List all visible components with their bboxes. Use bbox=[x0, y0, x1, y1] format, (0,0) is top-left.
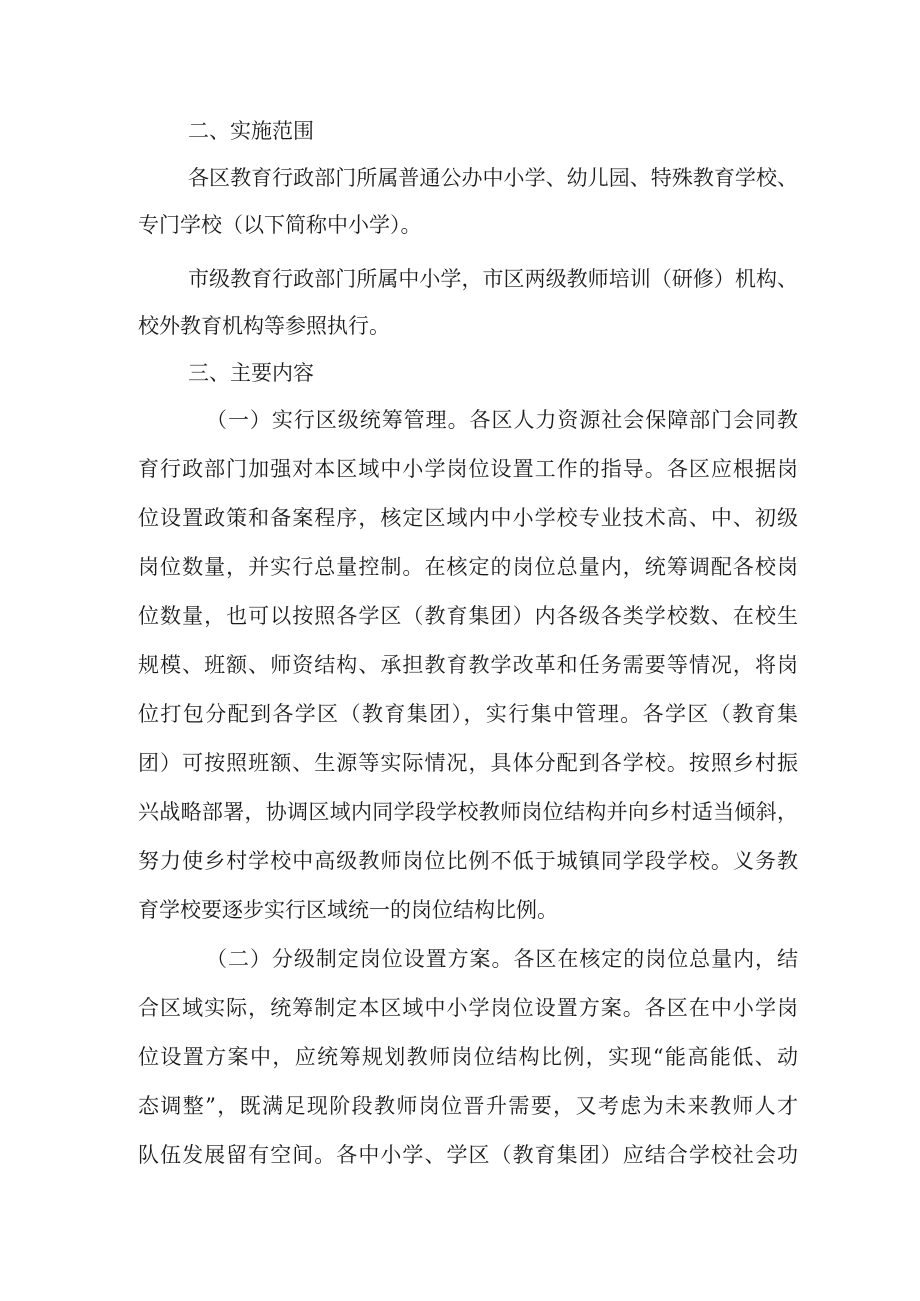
paragraph-line: 兴战略部署，协调区域内同学段学校教师岗位结构并向乡村适当倾斜， bbox=[138, 800, 798, 824]
paragraph-line: 位设置方案中，应统筹规划教师岗位结构比例，实现“能高能低、动 bbox=[138, 1045, 798, 1069]
paragraph-line: 团）可按照班额、生源等实际情况，具体分配到各学校。按照乡村振 bbox=[138, 751, 798, 775]
paragraph-line: 合区域实际，统筹制定本区域中小学岗位设置方案。各区在中小学岗 bbox=[138, 996, 798, 1020]
paragraph-line: 队伍发展留有空间。各中小学、学区（教育集团）应结合学校社会功 bbox=[138, 1143, 798, 1167]
paragraph-line: 育学校要逐步实行区域统一的岗位结构比例。 bbox=[138, 898, 558, 922]
paragraph-line: 规模、班额、师资结构、承担教育教学改革和任务需要等情况，将岗 bbox=[138, 653, 798, 677]
paragraph-line: 位设置政策和备案程序，核定区域内中小学校专业技术高、中、初级 bbox=[138, 506, 798, 530]
paragraph-line: （二）分级制定岗位设置方案。各区在核定的岗位总量内，结 bbox=[206, 947, 798, 971]
paragraph-line: 专门学校（以下简称中小学）。 bbox=[138, 213, 422, 237]
paragraph-line: （一）实行区级统筹管理。各区人力资源社会保障部门会同教 bbox=[206, 408, 798, 432]
paragraph-line: 位数量，也可以按照各学区（教育集团）内各级各类学校数、在校生 bbox=[138, 604, 798, 628]
paragraph-line: 努力使乡村学校中高级教师岗位比例不低于城镇同学段学校。义务教 bbox=[138, 849, 798, 873]
paragraph-line: 位打包分配到各学区（教育集团），实行集中管理。各学区（教育集 bbox=[138, 702, 798, 726]
paragraph-line: 育行政部门加强对本区域中小学岗位设置工作的指导。各区应根据岗 bbox=[138, 457, 798, 481]
section-heading-content: 三、主要内容 bbox=[188, 361, 314, 385]
paragraph-line: 态调整”，既满足现阶段教师岗位晋升需要，又考虑为未来教师人才 bbox=[138, 1094, 798, 1118]
paragraph-line: 校外教育机构等参照执行。 bbox=[138, 314, 390, 338]
paragraph-line: 各区教育行政部门所属普通公办中小学、幼儿园、特殊教育学校、 bbox=[188, 166, 798, 190]
paragraph-line: 市级教育行政部门所属中小学，市区两级教师培训（研修）机构、 bbox=[188, 267, 798, 291]
section-heading-scope: 二、实施范围 bbox=[188, 119, 314, 143]
paragraph-line: 岗位数量，并实行总量控制。在核定的岗位总量内，统筹调配各校岗 bbox=[138, 555, 798, 579]
